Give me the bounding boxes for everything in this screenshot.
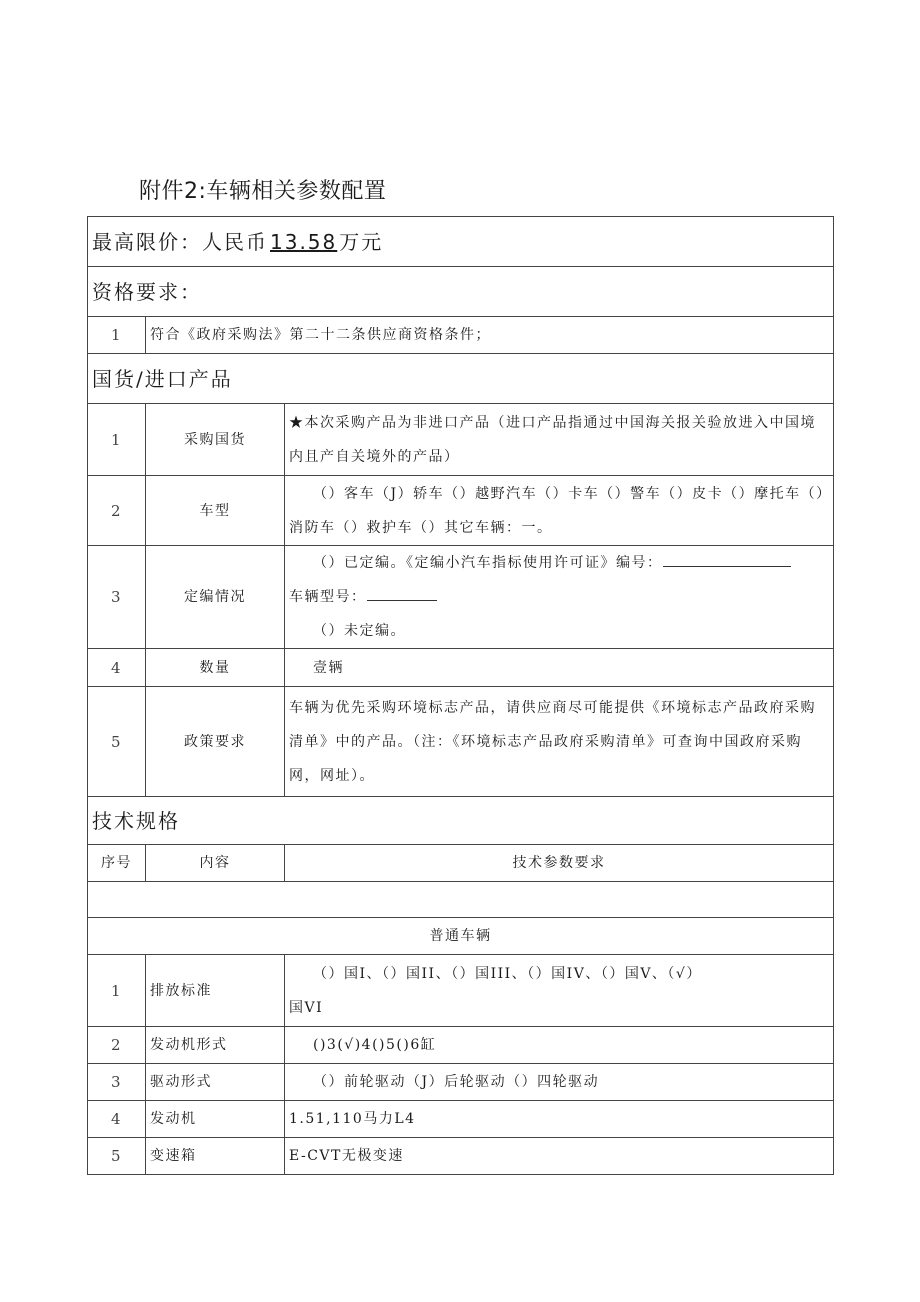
tech-no: 1 [88,955,146,1027]
emission-line-1: （）国I、（）国II、（）国III、（）国IV、（）国V、（√） [313,965,702,982]
license-number-blank [663,552,791,567]
drive-form-value: （）前轮驱动（J）后轮驱动（）四轮驱动 [313,1074,600,1090]
qualification-heading: 资格要求： [88,267,834,317]
price-prefix: 最高限价：人民币 [92,229,268,254]
staffing-text [285,546,834,649]
goods-text [285,404,834,476]
emission-line-2: 国VI [289,999,324,1016]
goods-text-content: ★本次采购产品为非进口产品（进口产品指通过中国海关报关验放进入中国境内且产自关境外的产品） [289,414,816,465]
tech-row [88,1027,834,1064]
goods-no: 4 [88,649,146,687]
price-suffix: 万元 [339,229,384,254]
goods-row [88,404,834,476]
staffing-line-1: （）已定编。《定编小汽车指标使用许可证》编号： [313,555,663,571]
qualification-heading-row [88,267,834,317]
qualification-text: 符合《政府采购法》第二十二条供应商资格条件； [146,317,834,354]
goods-label: 采购国货 [146,404,285,476]
goods-no: 3 [88,546,146,649]
vehicle-type-options: （）客车（J）轿车（）越野汽车（）卡车（）警车（）皮卡（）摩托车（）消防车（）救护车（）其它车辆：一。 [289,485,825,536]
tech-column-header-row [88,845,834,882]
emission-text [285,955,834,1027]
staffing-line-3: （）未定编。 [313,623,406,639]
vehicle-model-blank [367,586,437,601]
goods-row [88,649,834,687]
goods-no: 2 [88,476,146,546]
gearbox-value: E-CVT无极变速 [285,1138,834,1175]
staffing-line-2: 车辆型号： [289,589,367,605]
engine-value: 1.51,110马力L4 [285,1101,834,1138]
tech-label: 排放标准 [146,955,285,1027]
tech-heading: 技术规格 [88,797,834,845]
price-cell [88,217,834,267]
tech-row [88,1101,834,1138]
goods-no: 1 [88,404,146,476]
vehicle-type-text [285,476,834,546]
tech-no: 4 [88,1101,146,1138]
policy-text-content: 车辆为优先采购环境标志产品，请供应商尽可能提供《环境标志产品政府采购清单》中的产品。（注：《环境标志产品政府采购清单》可查询中国政府采购网，网址）。 [289,699,816,784]
goods-label: 车型 [146,476,285,546]
goods-label: 政策要求 [146,687,285,797]
goods-row [88,476,834,546]
tech-label: 发动机 [146,1101,285,1138]
page-title: 附件2:车辆相关参数配置 [139,179,387,204]
column-header-content: 内容 [146,845,285,882]
tech-subheading-row [88,918,834,955]
tech-row [88,955,834,1027]
engine-form-text [285,1027,834,1064]
price-row [88,217,834,267]
tech-no: 5 [88,1138,146,1175]
tech-label: 发动机形式 [146,1027,285,1064]
quantity-text [285,649,834,687]
tech-row [88,1064,834,1101]
empty-row [88,882,834,918]
tech-no: 2 [88,1027,146,1064]
tech-label: 变速箱 [146,1138,285,1175]
goods-row [88,687,834,797]
goods-row [88,546,834,649]
drive-form-text [285,1064,834,1101]
quantity-value: 壹辆 [313,659,344,676]
tech-label: 驱动形式 [146,1064,285,1101]
tech-heading-row [88,797,834,845]
vehicle-spec-table [87,216,834,1175]
engine-form-value: ()3(√)4()5()6缸 [313,1037,437,1053]
tech-row [88,1138,834,1175]
goods-heading: 国货/进口产品 [88,354,834,404]
column-header-requirements: 技术参数要求 [285,845,834,882]
price-amount: 13.58 [270,229,338,254]
column-header-no: 序号 [88,845,146,882]
qualification-row [88,317,834,354]
goods-label: 定编情况 [146,546,285,649]
empty-cell [88,882,834,918]
qualification-no: 1 [88,317,146,354]
goods-no: 5 [88,687,146,797]
goods-heading-row [88,354,834,404]
tech-subheading: 普通车辆 [88,918,834,955]
policy-text [285,687,834,797]
goods-label: 数量 [146,649,285,687]
tech-no: 3 [88,1064,146,1101]
